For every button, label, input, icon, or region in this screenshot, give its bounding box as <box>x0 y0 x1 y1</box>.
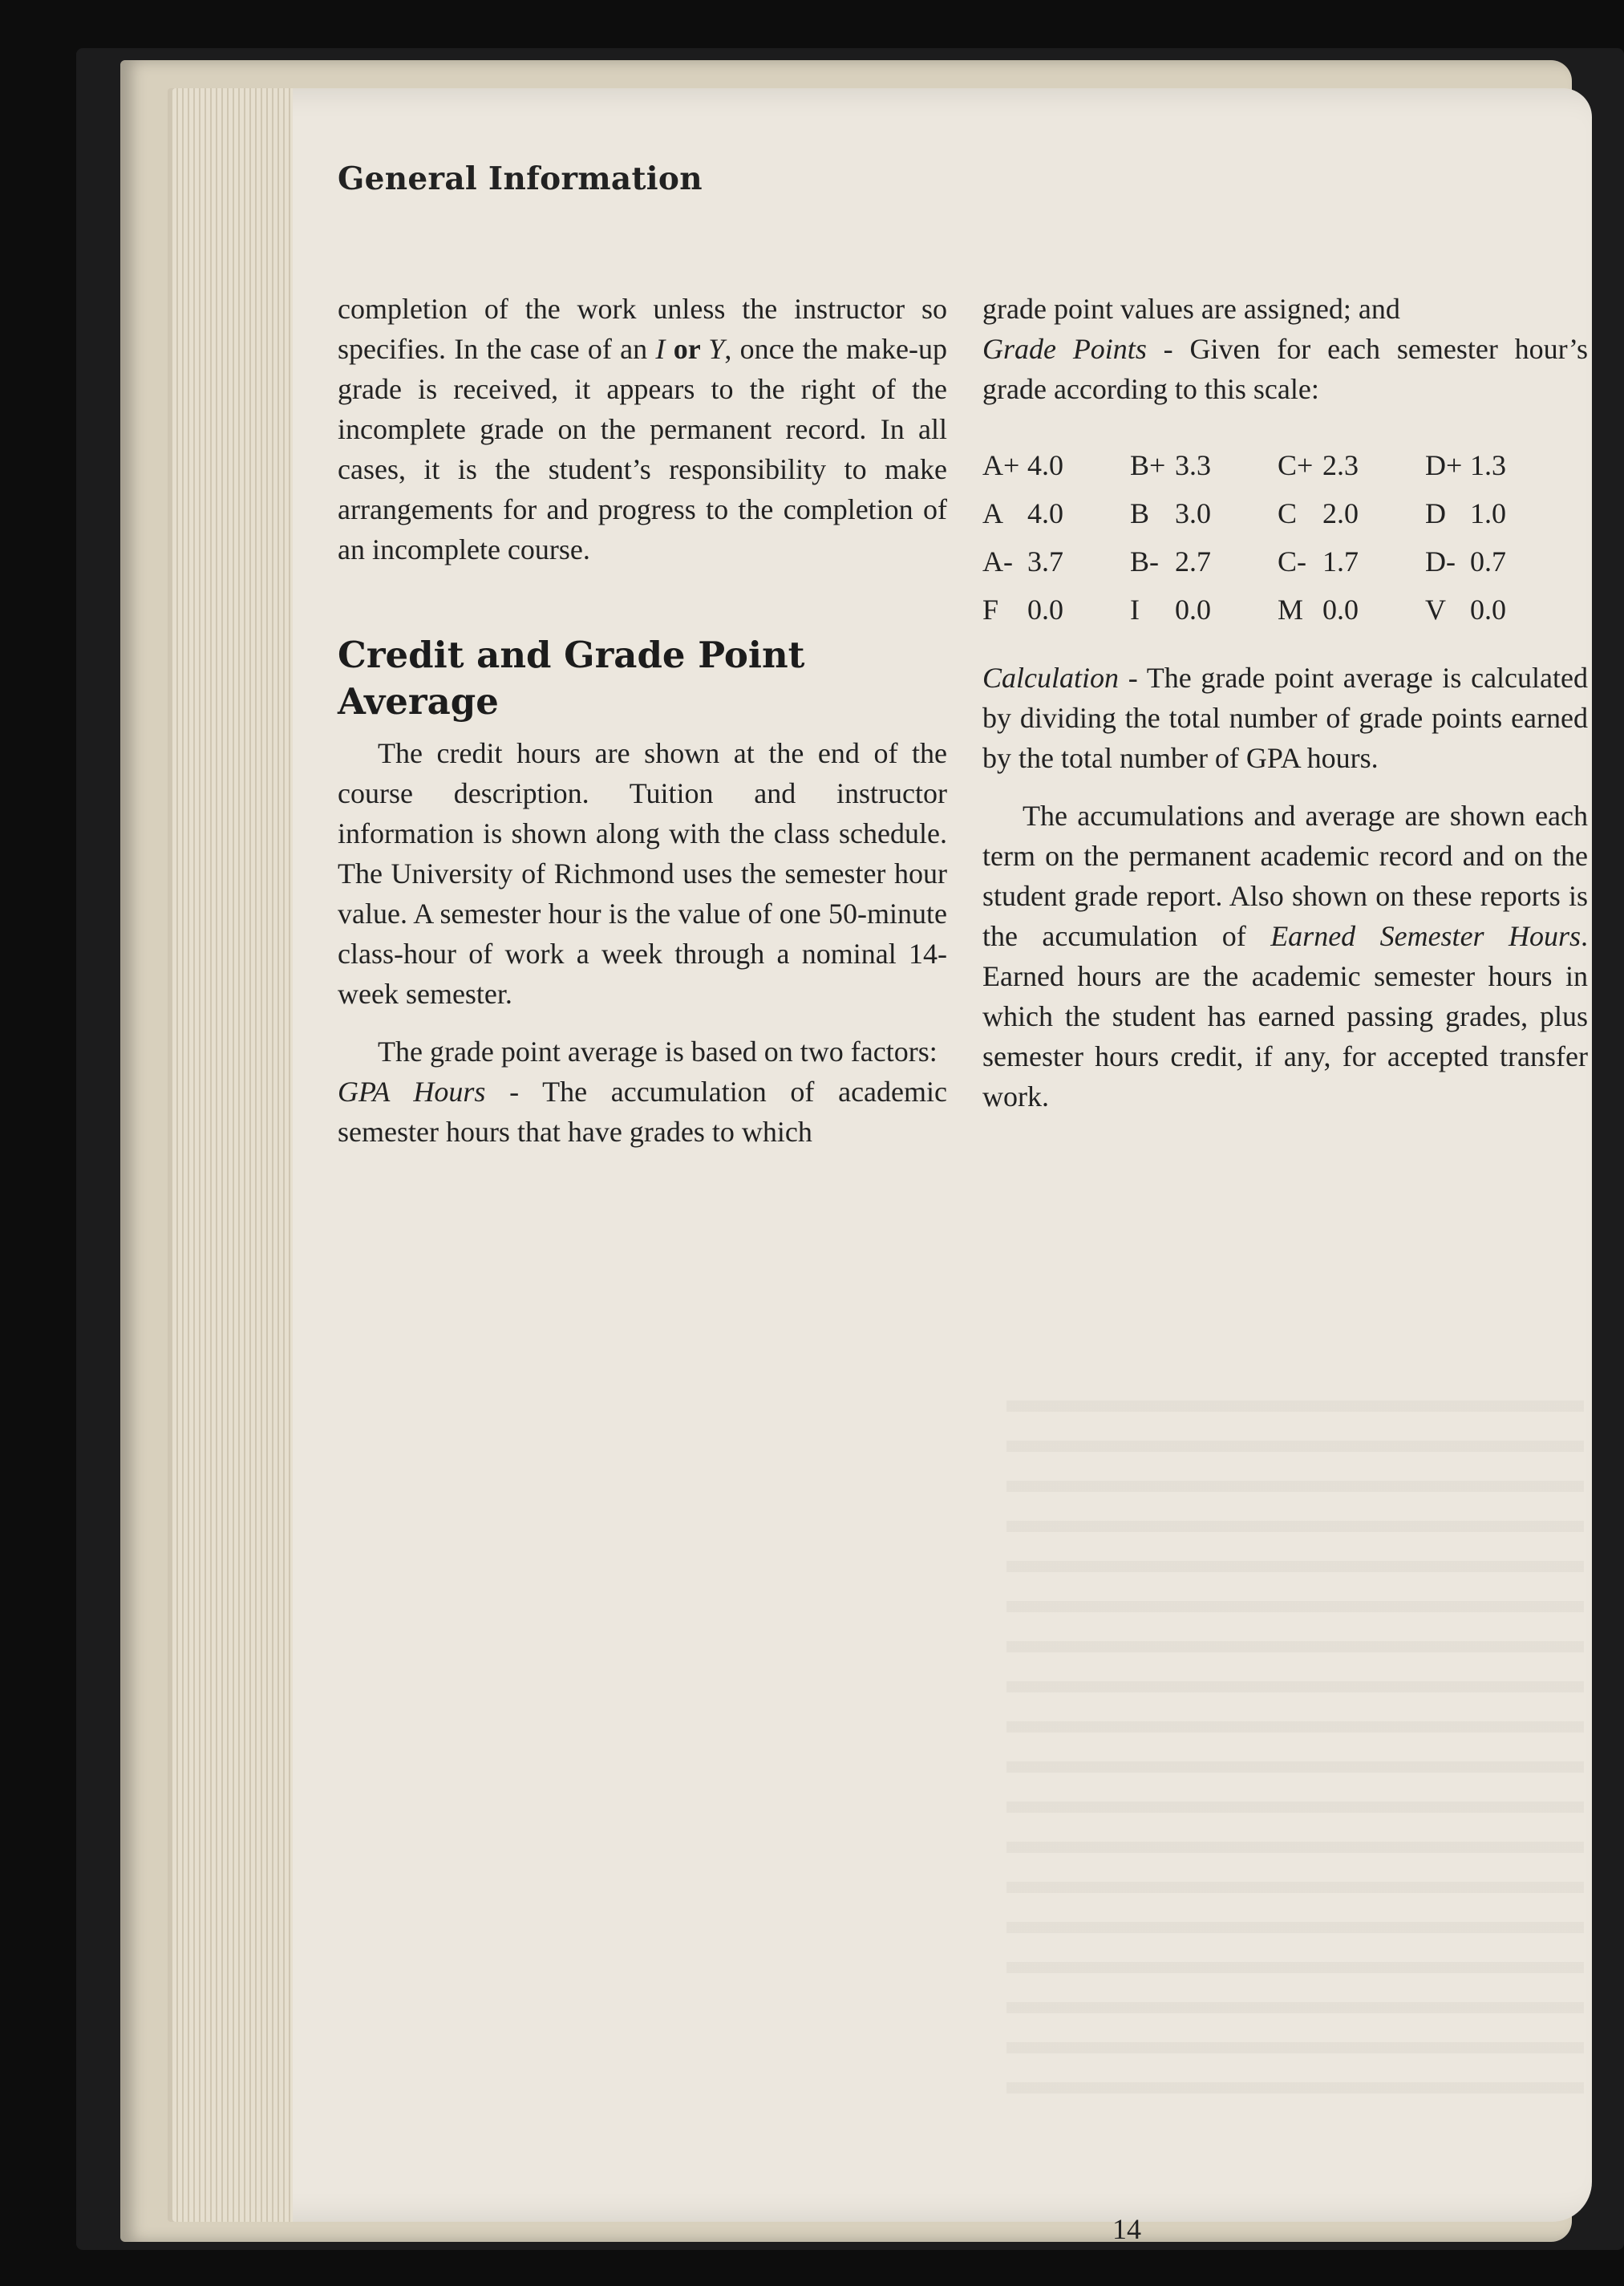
section-heading: Credit and Grade Point Average <box>338 634 805 723</box>
credit-hours-paragraph: The credit hours are shown at the end of the course description. Tuition and instructor information is shown along with the class schedule. The University of Richmond uses the semester hour value. A semester hour is the value of one 50-minute class-hour of work a week through a nominal 14-week semester. <box>338 737 947 1010</box>
gpa-hours-term: GPA Hours <box>338 1076 486 1108</box>
gpa-hours-definition: GPA Hours - The accumulation of academic semester hours that have grades to which <box>338 1076 947 1148</box>
grade-row <box>982 537 1588 586</box>
grade-scale-table <box>982 441 1588 634</box>
grade-value: 3.0 <box>1175 497 1211 529</box>
grade-letter: D <box>1425 497 1446 529</box>
grade-value: 1.7 <box>1322 545 1359 578</box>
grade-value: 1.3 <box>1470 449 1506 481</box>
grade-value: 2.3 <box>1322 449 1359 481</box>
grade-value: 0.0 <box>1470 594 1506 626</box>
show-through-texture <box>1006 1372 1584 2093</box>
grade-value: 2.0 <box>1322 497 1359 529</box>
grade-letter: A <box>982 497 1003 529</box>
grade-value: 0.0 <box>1027 594 1063 626</box>
grade-letter: B- <box>1130 545 1159 578</box>
calculation-definition: Calculation - The grade point average is calculated by dividing the total number of grade points earned by the total number of GPA hours. <box>982 662 1588 774</box>
right-column <box>982 289 1588 1117</box>
calculation-term: Calculation <box>982 662 1119 694</box>
grade-value: 2.7 <box>1175 545 1211 578</box>
grade-letter: C- <box>1278 545 1306 578</box>
continuation-line: grade point values are assigned; and <box>982 293 1400 325</box>
gpa-factors-paragraph: The grade point average is based on two factors: <box>378 1036 938 1068</box>
grade-letter: D- <box>1425 545 1456 578</box>
grade-points-term: Grade Points <box>982 333 1147 365</box>
grade-Y: Y <box>708 333 725 365</box>
or-word: or <box>665 333 709 365</box>
grade-value: 4.0 <box>1027 497 1063 529</box>
grade-letter: A- <box>982 545 1013 578</box>
running-head: General Information <box>338 160 703 197</box>
grade-row <box>982 586 1588 634</box>
grade-row <box>982 441 1588 489</box>
grade-letter: F <box>982 594 999 626</box>
grade-letter: V <box>1425 594 1446 626</box>
earned-semester-hours-term: Earned Semester Hours <box>1270 920 1581 952</box>
grade-row <box>982 489 1588 537</box>
book-page <box>172 88 1592 2245</box>
grade-letter: M <box>1278 594 1304 626</box>
grade-value: 4.0 <box>1027 449 1063 481</box>
grade-value: 3.7 <box>1027 545 1063 578</box>
page-number: 14 <box>1112 2213 1141 2245</box>
grade-letter: C <box>1278 497 1298 529</box>
grade-letter: B+ <box>1130 449 1166 481</box>
grade-value: 0.0 <box>1322 594 1359 626</box>
grade-letter: D+ <box>1425 449 1463 481</box>
grade-value: 0.7 <box>1470 545 1506 578</box>
grade-letter: C+ <box>1278 449 1314 481</box>
grade-value: 3.3 <box>1175 449 1211 481</box>
grade-value: 1.0 <box>1470 497 1506 529</box>
grade-letter: B <box>1130 497 1150 529</box>
grade-value: 0.0 <box>1175 594 1211 626</box>
accumulations-paragraph: The accumulations and average are shown each term on the permanent academic record and on the student grade report. Also shown on these reports is the accumulation of Earned Semester Hours. Earned hours are the academic semester hours in which the student has earned passing grades, plus semester hours credit, if any, for accepted transfer work. <box>982 800 1589 1113</box>
incomplete-paragraph: completion of the work unless the instructor so specifies. In the case of an I or Y, once the make-up grade is received, it appears to the right of the incomplete grade on the permanent record. In all cases, it is the student’s responsibility to make arrangements for and progress to the completion of an incomplete course. <box>338 293 947 565</box>
grade-letter: A+ <box>982 449 1020 481</box>
left-column <box>338 289 947 1152</box>
page-edges <box>172 88 293 2222</box>
grade-I: I <box>655 333 666 365</box>
grade-letter: I <box>1130 594 1140 626</box>
grade-points-definition: Grade Points - Given for each semester hour’s grade according to this scale: <box>982 333 1588 405</box>
